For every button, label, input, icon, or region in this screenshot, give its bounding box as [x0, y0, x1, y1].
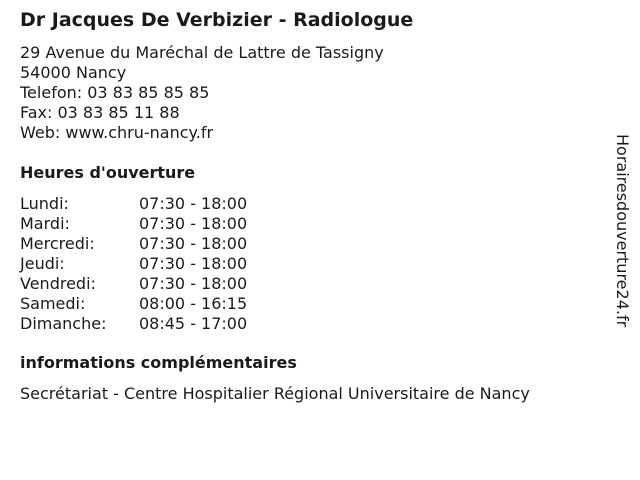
time-range: 08:00 - 16:15 — [139, 294, 248, 313]
time-range: 07:30 - 18:00 — [139, 194, 248, 213]
day-label: Vendredi: — [20, 274, 96, 293]
hours-row-thursday — [20, 254, 247, 274]
city-postcode: 54000 Nancy — [20, 63, 127, 82]
additional-info-heading: informations complémentaires — [20, 353, 297, 372]
contact-block — [20, 43, 384, 143]
day-label: Dimanche: — [20, 314, 107, 333]
hours-row-saturday — [20, 294, 247, 314]
doctor-name-title: Dr Jacques De Verbizier - Radiologue — [20, 9, 414, 31]
website-link[interactable]: Web: www.chru-nancy.fr — [20, 123, 214, 142]
day-label: Mercredi: — [20, 234, 95, 253]
time-range: 07:30 - 18:00 — [139, 254, 248, 273]
opening-hours-heading: Heures d'ouverture — [20, 163, 196, 182]
time-range: 07:30 - 18:00 — [139, 274, 248, 293]
time-range: 08:45 - 17:00 — [139, 314, 248, 333]
hours-row-wednesday — [20, 234, 247, 254]
street-address: 29 Avenue du Maréchal de Lattre de Tassigny — [20, 43, 384, 62]
day-label: Jeudi: — [20, 254, 65, 273]
day-label: Mardi: — [20, 214, 70, 233]
hours-row-monday — [20, 194, 247, 214]
opening-hours-table — [20, 194, 247, 334]
hours-row-tuesday — [20, 214, 247, 234]
day-label: Samedi: — [20, 294, 86, 313]
time-range: 07:30 - 18:00 — [139, 214, 248, 233]
hours-row-friday — [20, 274, 247, 294]
phone-number: Telefon: 03 83 85 85 85 — [20, 83, 210, 102]
time-range: 07:30 - 18:00 — [139, 234, 248, 253]
additional-info-text: Secrétariat - Centre Hospitalier Régional Universitaire de Nancy — [20, 384, 530, 403]
fax-number: Fax: 03 83 85 11 88 — [20, 103, 180, 122]
hours-row-sunday — [20, 314, 247, 334]
site-watermark: Horairesdouverture24.fr — [613, 134, 632, 328]
day-label: Lundi: — [20, 194, 69, 213]
